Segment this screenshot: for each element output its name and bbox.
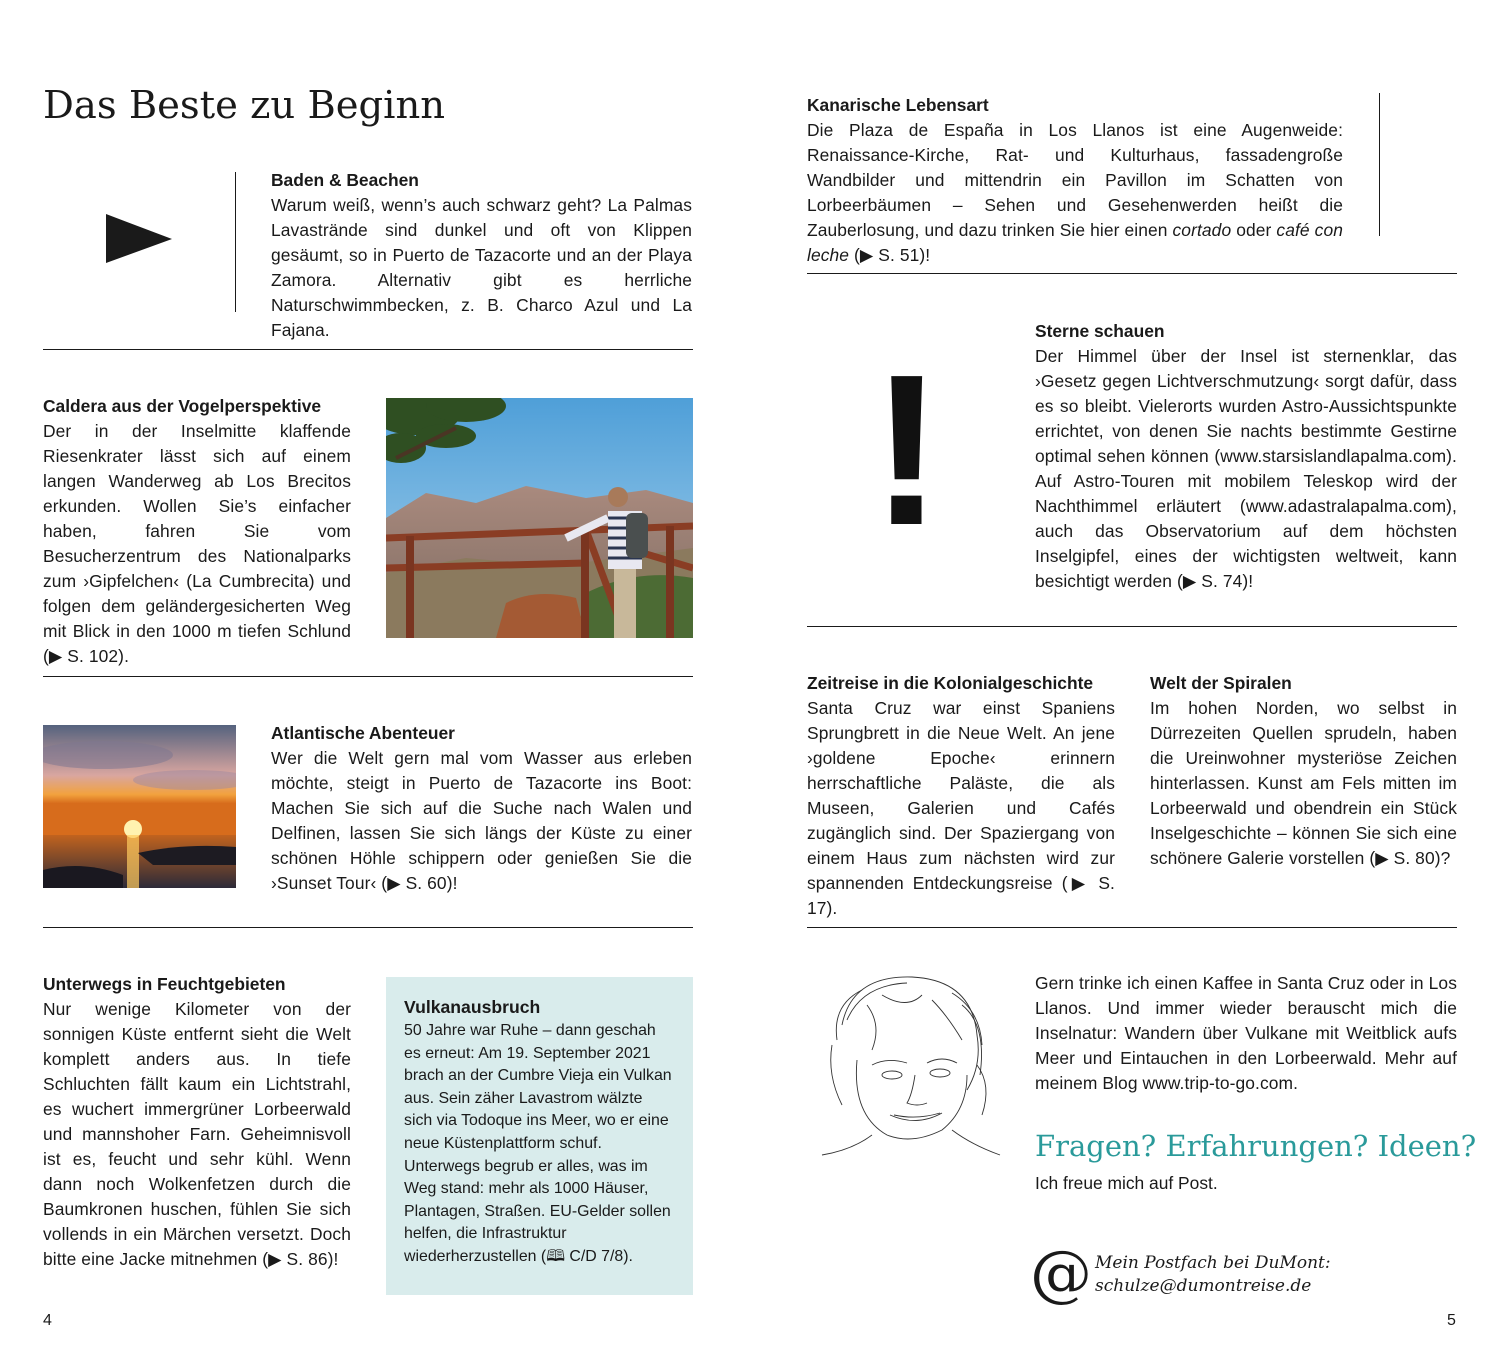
section-baden [271, 168, 692, 343]
divider [43, 927, 693, 928]
section-lebensart [807, 93, 1343, 268]
section-spiralen [1150, 671, 1457, 871]
section-text: Nur wenige Kilometer von der sonnigen Küste entfernt sieht die Welt komplett anders aus. In tiefe Schluchten fällt kaum ein Lichtstrahl, es wuchert immergrüner Lorbeerwald und mannshoher Farn. Geheimnisvoll ist es, feucht und sehr kühl. Wenn dann noch Wolkenfetzen durch die Baumkronen huschen, fühlen Sie sich vollends in ein Märchen versetzt. Doch bitte eine Jacke mitnehmen (▶ S. 86)! [43, 999, 351, 1269]
divider [807, 626, 1457, 627]
author-text: Gern trinke ich einen Kaffee in Santa Cruz oder in Los Llanos. Und immer wieder berauscht mich die Inselnatur: Wandern über Vulkane mit Weitblick aufs Meer und Eintauchen in den Lorbeerwald. Mehr auf meinem Blog www.trip-to-go.com. [1035, 973, 1457, 1093]
at-icon: @ [1030, 1236, 1092, 1309]
divider [43, 676, 693, 677]
question-heading: Fragen? Erfahrungen? Ideen? [1035, 1129, 1477, 1163]
exclamation-icon: ! [871, 329, 943, 570]
divider [807, 927, 1457, 928]
section-text: Im hohen Norden, wo selbst in Dürrezeiten Quellen sprudeln, haben die Ureinwohner mysteriöse Zeichen hinterlassen. Kunst am Fels mitten im Lorbeerwald und obendrein ein Stück Inselgeschichte – können Sie sich eine schönere Galerie vorstellen (▶ S. 80)? [1150, 698, 1457, 868]
section-title: Atlantische Abenteuer [271, 723, 455, 743]
divider-vertical [1379, 93, 1380, 236]
page-title: Das Beste zu Beginn [43, 83, 446, 128]
section-text: Der Himmel über der Insel ist sternenklar, das ›Gesetz gegen Lichtverschmutzung‹ sorgt dafür, dass es so bleibt. Vielerorts wurden Astro-Aussichtspunkte errichtet, von denen Sie nachts bestimmte Gestirne optimal sehen können (www.starsislandlapalma.com). Auf Astro-Touren mit mobilem Teleskop wird der Nachthimmel erläutert (www.adastralapalma.com), auch das Observatorium auf dem höchsten Inselgipfel, eines der wichtigsten weltweit, kann besichtigt werden (▶ S. 74)! [1035, 346, 1457, 591]
mailbox-label: Mein Postfach bei DuMont: [1095, 1253, 1331, 1273]
section-title: Unterwegs in Feuchtgebieten [43, 974, 286, 994]
section-caldera [43, 394, 351, 669]
info-box-vulkan [386, 977, 693, 1295]
section-title: Welt der Spiralen [1150, 673, 1292, 693]
section-title: Baden & Beachen [271, 170, 419, 190]
sunset-photo [43, 725, 236, 888]
divider [807, 273, 1457, 274]
section-sterne [1035, 319, 1457, 594]
section-title: Caldera aus der Vogelperspektive [43, 396, 322, 416]
section-zeitreise [807, 671, 1115, 921]
section-text: Der in der Inselmitte klaffende Riesenkrater lässt sich auf einem langen Wanderweg ab Los Brecitos erkunden. Wollen Sie’s einfacher haben, fahren Sie vom Besucherzentrum des Nationalparks zum ›Gipfelchen‹ (La Cumbrecita) und folgen dem geländergesicherten Weg mit Blick in den 1000 m tiefen Schlund (▶ S. 102). [43, 421, 351, 666]
divider [43, 349, 693, 350]
section-feucht [43, 972, 351, 1272]
box-title: Vulkanausbruch [404, 997, 541, 1017]
triangle-arrow-icon [106, 214, 174, 264]
author-portrait [812, 965, 1002, 1160]
box-text: 50 Jahre war Ruhe – dann geschah es erneut: Am 19. September 2021 brach an der Cumbre Vieja ein Vulkan aus. Sein zäher Lavastrom wälzte sich via Todoque ins Meer, wo er eine neue Küstenplattform schuf. Unterwegs begrub er alles, was im Weg stand: mehr als 1000 Häuser, Plantagen, Straßen. EU-Gelder sollen helfen, die Infrastruktur wiederherzustellen (🕮 C/D 7/8). [404, 1022, 672, 1265]
page-number-left: 4 [43, 1312, 52, 1329]
section-title: Sterne schauen [1035, 321, 1165, 341]
section-text: Wer die Welt gern mal vom Wasser aus erleben möchte, steigt in Puerto de Tazacorte ins Boot: Machen Sie sich auf die Suche nach Walen und Delfinen, lassen Sie sich längs der Küste zu einer schönen Höhle schippern oder genießen Sie die ›Sunset Tour‹ (▶ S. 60)! [271, 748, 692, 893]
section-text: Santa Cruz war einst Spaniens Sprungbrett in die Neue Welt. An jene ›goldene Epoche‹ erinnern herrschaftliche Paläste, die als Museen, Galerien und Cafés zugänglich sind. Der Spaziergang von einem Haus zum nächsten wird zur spannenden Entdeckungsreise (▶ S. 17). [807, 698, 1115, 918]
section-atlantik [271, 721, 692, 896]
page-number-right: 5 [1447, 1312, 1456, 1329]
email-link[interactable]: schulze@dumontreise.de [1095, 1276, 1312, 1296]
section-text: Warum weiß, wenn’s auch schwarz geht? La Palmas Lavastrände sind dunkel und oft von Klippen gesäumt, so in Puerto de Tazacorte und an der Playa Zamora. Alternativ gibt es herrliche Naturschwimmbecken, z. B. Charco Azul und La Fajana. [271, 195, 692, 340]
section-title: Kanarische Lebensart [807, 95, 989, 115]
section-title: Zeitreise in die Kolonialgeschichte [807, 673, 1094, 693]
caldera-photo [386, 398, 693, 638]
post-text: Ich freue mich auf Post. [1035, 1173, 1218, 1193]
section-author [1035, 971, 1457, 1096]
section-text: Die Plaza de España in Los Llanos ist eine Augenweide: Renaissance-Kirche, Rat- und Kulturhaus, fassadengroße Wandbilder und mittendrin ein Pavillon im Schatten von Lorbeerbäumen – Sehen und Gesehenwerden heißt die Zauberlosung, und dazu trinken Sie hier einen cortado oder café con leche (▶ S. 51)! [807, 120, 1343, 265]
divider-vertical [235, 172, 236, 312]
